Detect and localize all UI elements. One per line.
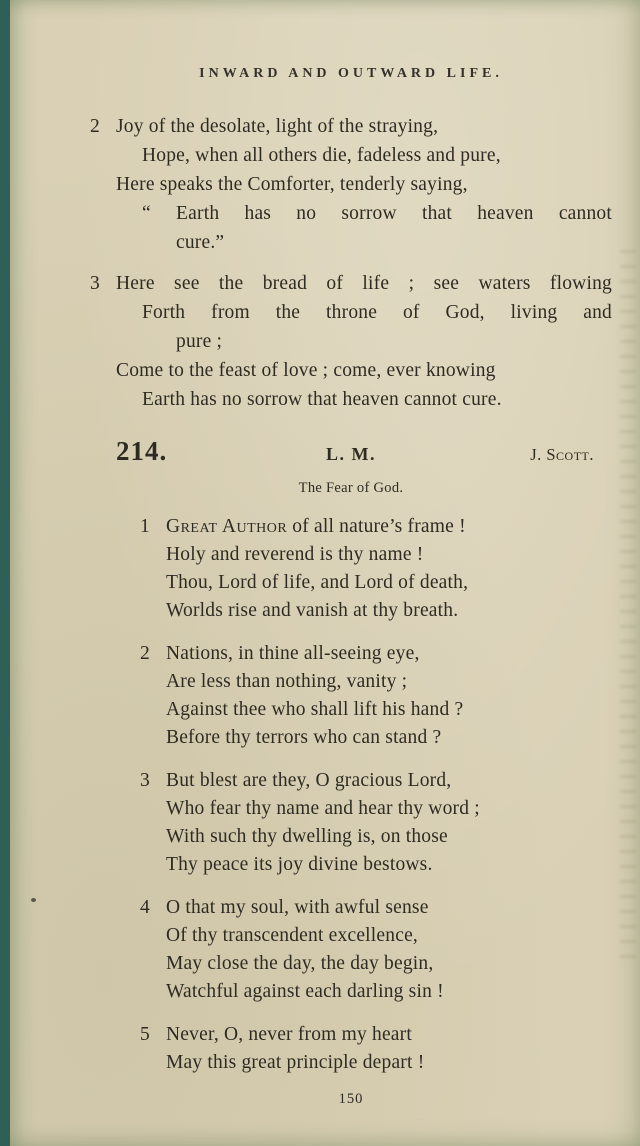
page-number: 150 <box>338 1091 364 1107</box>
verse-line: Here speaks the Comforter, tenderly saying, <box>116 174 468 195</box>
verse-number: 3 <box>140 770 150 791</box>
verse-line: May close the day, the day begin, <box>166 953 434 974</box>
verse-line: Never, O, never from my heart <box>166 1024 412 1045</box>
hymn-author: J. Scott. <box>530 445 594 464</box>
verse-line: Joy of the desolate, light of the straying, <box>116 116 439 137</box>
hymn-verse-3 <box>140 767 592 879</box>
verse-line: Worlds rise and vanish at thy breath. <box>166 600 459 621</box>
continuation-verse-2 <box>90 112 612 257</box>
verse-number: 3 <box>90 273 100 294</box>
verse-line <box>140 513 592 541</box>
verse-line-rest: of all nature’s frame ! <box>287 516 466 537</box>
verse-number: 5 <box>140 1024 150 1045</box>
hymn-heading <box>90 438 612 476</box>
hymn-title: The Fear of God. <box>298 480 404 496</box>
verse-line: O that my soul, with awful sense <box>166 897 429 918</box>
verse-line: With such thy dwelling is, on those <box>166 826 448 847</box>
verse-line: cure.” <box>176 232 225 253</box>
hymn-meter: L. M. <box>326 444 376 464</box>
verse-line: Forth from the throne of God, living and <box>142 302 612 323</box>
verse-number: 4 <box>140 897 150 918</box>
verse-line: Thou, Lord of life, and Lord of death, <box>166 572 469 593</box>
hymn-verse-5 <box>140 1021 592 1077</box>
verse-line: May this great principle depart ! <box>166 1052 425 1073</box>
verse-line: Come to the feast of love ; come, ever knowing <box>116 360 496 381</box>
verse-line: Are less than nothing, vanity ; <box>166 671 408 692</box>
verse-line: Nations, in thine all-seeing eye, <box>166 643 420 664</box>
continuation-verse-3 <box>90 269 612 414</box>
hymn-verse-1 <box>140 513 592 625</box>
hymn-verse-2 <box>140 640 592 752</box>
verse-number: 2 <box>90 116 100 137</box>
hymn-number: 214. <box>116 436 168 466</box>
verse-line: Before thy terrors who can stand ? <box>166 727 442 748</box>
verse-line: Thy peace its joy divine bestows. <box>166 854 433 875</box>
verse-number: 2 <box>140 643 150 664</box>
verse-line: pure ; <box>176 331 223 352</box>
hymn-verse-4 <box>140 894 592 1006</box>
verse-line: Watchful against each darling sin ! <box>166 981 444 1002</box>
verse-line: Holy and reverend is thy name ! <box>166 544 424 565</box>
verse-line: Earth has no sorrow that heaven cannot cure. <box>142 389 502 410</box>
verse-line: Against thee who shall lift his hand ? <box>166 699 464 720</box>
verse-line: “ Earth has no sorrow that heaven cannot <box>142 203 612 224</box>
page-content <box>10 0 640 1146</box>
verse-line: But blest are they, O gracious Lord, <box>166 770 452 791</box>
verse-opening-smallcaps: Great Author <box>166 516 288 537</box>
verse-number: 1 <box>140 516 150 537</box>
running-head: INWARD AND OUTWARD LIFE. <box>199 66 503 81</box>
verse-line: Hope, when all others die, fadeless and pure, <box>142 145 501 166</box>
verse-line: Of thy transcendent excellence, <box>166 925 418 946</box>
verse-line: Who fear thy name and hear thy word ; <box>166 798 480 819</box>
verse-line: Here see the bread of life ; see waters flowing <box>116 273 612 294</box>
